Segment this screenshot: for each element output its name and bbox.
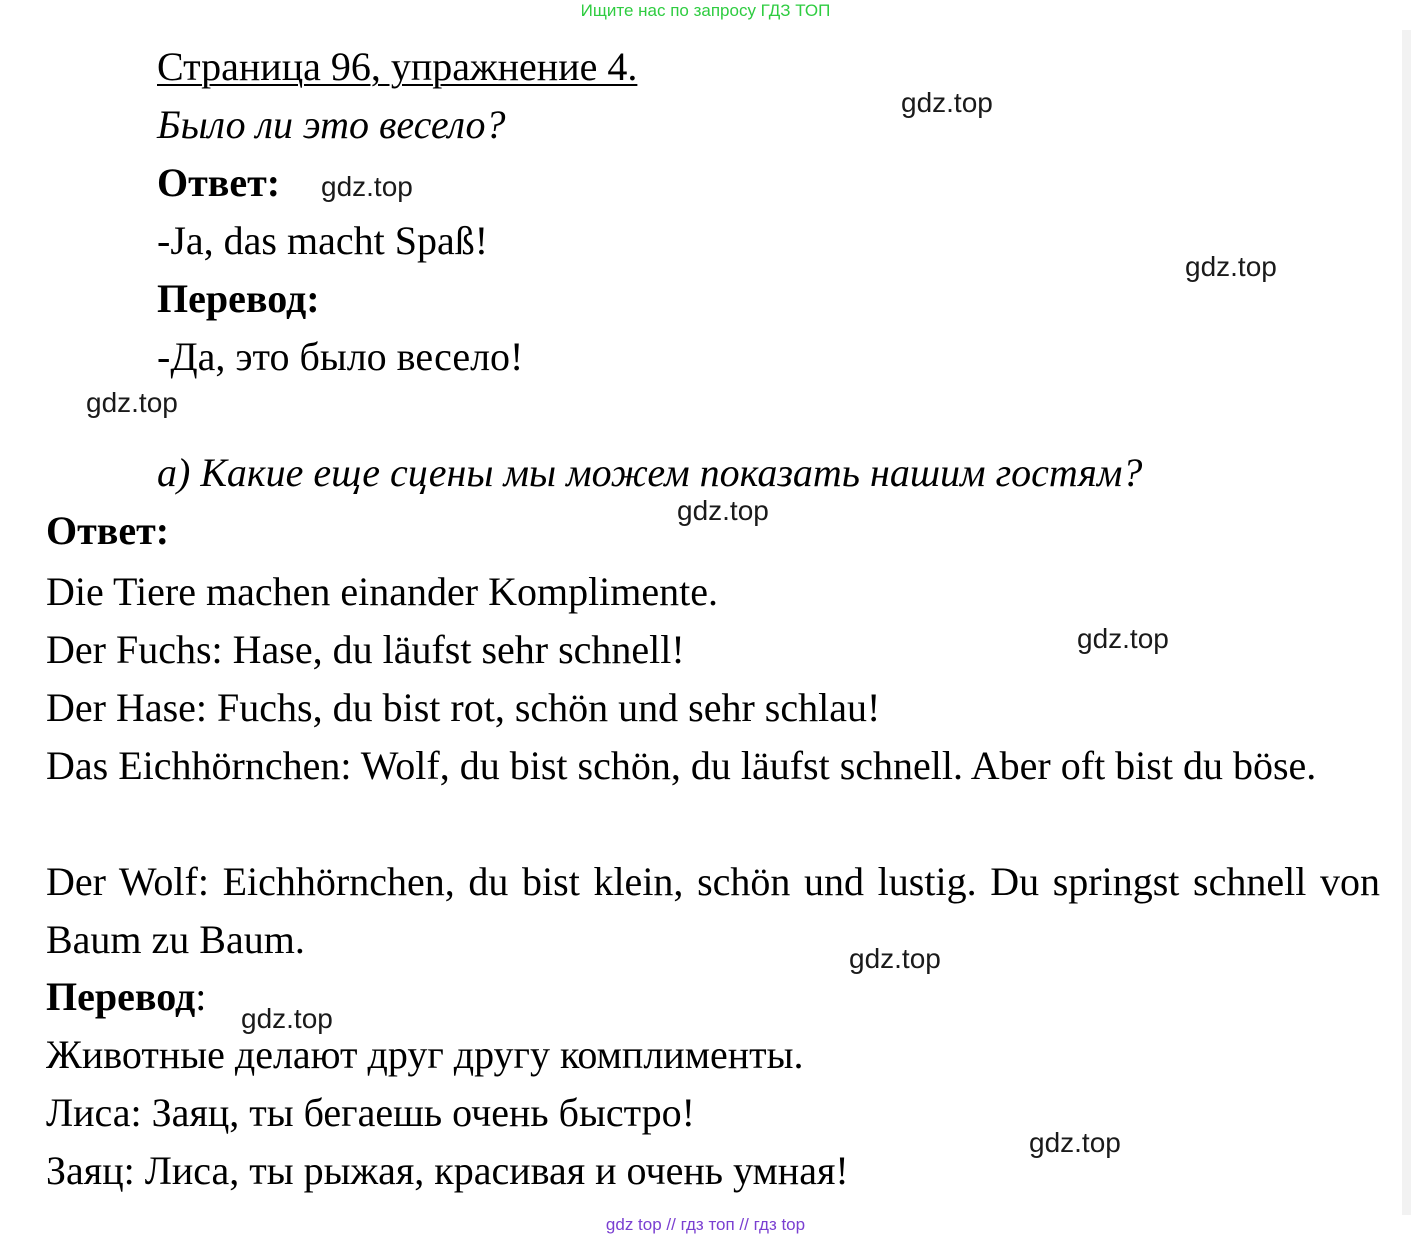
exercise-question: Было ли это весело? bbox=[157, 102, 506, 147]
top-banner-link[interactable]: Ищите нас по запросу ГДЗ ТОП bbox=[580, 1, 831, 20]
answer-line: Das Eichhörnchen: Wolf, du bist schön, du läufst schnell. Aber oft bist du böse. bbox=[46, 743, 1317, 788]
watermark: gdz.top bbox=[677, 495, 769, 526]
part-a-translation-colon: : bbox=[195, 974, 207, 1019]
translation-line: Заяц: Лиса, ты рыжая, красивая и очень умная! bbox=[46, 1148, 849, 1193]
scrollbar-track[interactable] bbox=[1402, 30, 1411, 1215]
watermark: gdz.top bbox=[241, 1003, 333, 1034]
watermark: gdz.top bbox=[1077, 623, 1169, 654]
page-title: Страница 96, упражнение 4. bbox=[157, 44, 638, 89]
watermark: gdz.top bbox=[901, 87, 993, 118]
translation-text: -Да, это было весело! bbox=[157, 334, 524, 379]
answer-line: Der Wolf: Eichhörnchen, du bist klein, schön und lustig. Du springst schnell von Baum zu Baum. bbox=[46, 859, 1380, 962]
part-a-translation-label: Перевод bbox=[46, 974, 196, 1019]
watermark: gdz.top bbox=[1029, 1127, 1121, 1158]
watermark: gdz.top bbox=[1185, 251, 1277, 282]
translation-line: Лиса: Заяц, ты бегаешь очень быстро! bbox=[46, 1090, 695, 1135]
part-a-translation-heading bbox=[46, 974, 206, 1020]
translation-line: Животные делают друг другу комплименты. bbox=[46, 1032, 804, 1077]
answer-text: -Ja, das macht Spaß! bbox=[157, 218, 489, 263]
watermark: gdz.top bbox=[321, 171, 413, 202]
answer-line: Der Hase: Fuchs, du bist rot, schön und sehr schlau! bbox=[46, 685, 881, 730]
answer-line: Die Tiere machen einander Komplimente. bbox=[46, 569, 719, 614]
watermark: gdz.top bbox=[86, 387, 178, 418]
answer-label: Ответ: bbox=[157, 160, 281, 205]
translation-label: Перевод: bbox=[157, 276, 320, 321]
part-a-question: а) Какие еще сцены мы можем показать нашим гостям? bbox=[157, 450, 1143, 495]
footer-links[interactable]: gdz top // гдз топ // гдз top bbox=[605, 1215, 806, 1234]
part-a-answer-label: Ответ: bbox=[46, 508, 170, 553]
watermark: gdz.top bbox=[849, 943, 941, 974]
answer-line: Der Fuchs: Hase, du läufst sehr schnell! bbox=[46, 627, 685, 672]
